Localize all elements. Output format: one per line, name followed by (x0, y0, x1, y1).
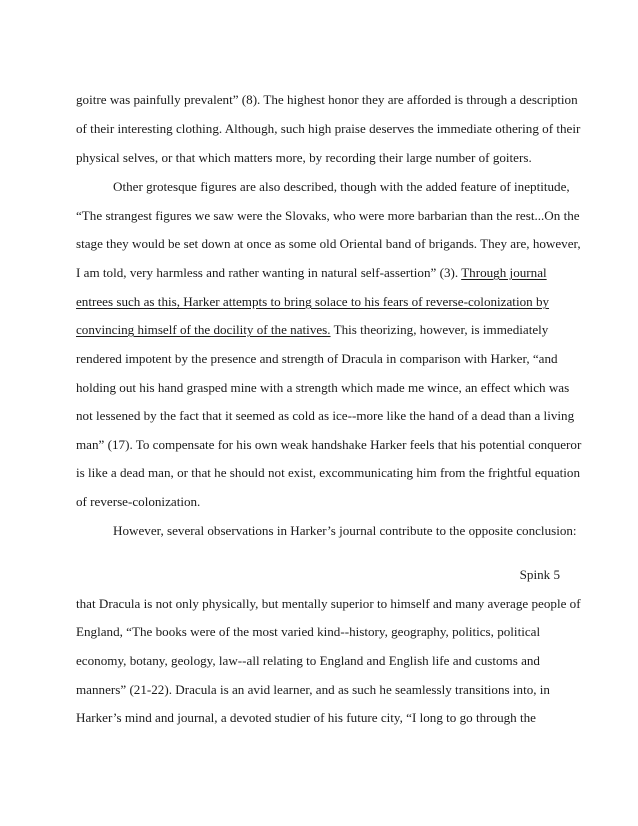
body-line: “The strangest figures we saw were the Slovaks, who were more barbarian than the rest...On the (76, 208, 580, 223)
paragraph-start-line: However, several observations in Harker’s journal contribute to the opposite conclusion: (113, 523, 577, 538)
body-line: of their interesting clothing. Although, such high praise deserves the immediate othering of their (76, 121, 581, 136)
body-line: man” (17). To compensate for his own weak handshake Harker feels that his potential conqueror (76, 437, 582, 452)
underlined-text: entrees such as this, Harker attempts to bring solace to his fears of reverse-colonization by (76, 294, 550, 309)
body-line: of reverse-colonization. (76, 494, 201, 509)
body-line: holding out his hand grasped mine with a strength which made me wince, an effect which was (76, 380, 570, 395)
body-line (76, 322, 548, 338)
body-line: not lessened by the fact that it seemed as cold as ice--more like the hand of a dead than a living (76, 408, 575, 423)
body-line: is like a dead man, or that he should not exist, excommunicating him from the frightful equation (76, 465, 580, 480)
body-line: England, “The books were of the most varied kind--history, geography, politics, political (76, 624, 541, 639)
underlined-text: Through journal (461, 265, 547, 280)
body-line: rendered impotent by the presence and strength of Dracula in comparison with Harker, “and (76, 351, 558, 366)
body-line: economy, botany, geology, law--all relating to England and English life and customs and (76, 653, 540, 668)
body-line: manners” (21-22). Dracula is an avid learner, and as such he seamlessly transitions into, in (76, 682, 550, 697)
body-line: Harker’s mind and journal, a devoted studier of his future city, “I long to go through the (76, 710, 536, 725)
body-text: I am told, very harmless and rather wanting in natural self-assertion” (3). (76, 265, 462, 280)
body-line (76, 265, 547, 281)
body-line: stage they would be set down at once as some old Oriental band of brigands. They are, however, (76, 236, 581, 251)
body-text: This theorizing, however, is immediately (330, 322, 549, 337)
body-line (76, 294, 549, 310)
body-line: that Dracula is not only physically, but mentally superior to himself and many average people of (76, 596, 581, 611)
underlined-text: convincing himself of the docility of the natives. (76, 322, 331, 337)
body-line: physical selves, or that which matters more, by recording their large number of goiters. (76, 150, 532, 165)
body-line: goitre was painfully prevalent” (8). The highest honor they are afforded is through a description (76, 92, 578, 107)
page-header: Spink 5 (519, 567, 560, 582)
paragraph-start-line: Other grotesque figures are also described, though with the added feature of ineptitude, (113, 179, 570, 194)
